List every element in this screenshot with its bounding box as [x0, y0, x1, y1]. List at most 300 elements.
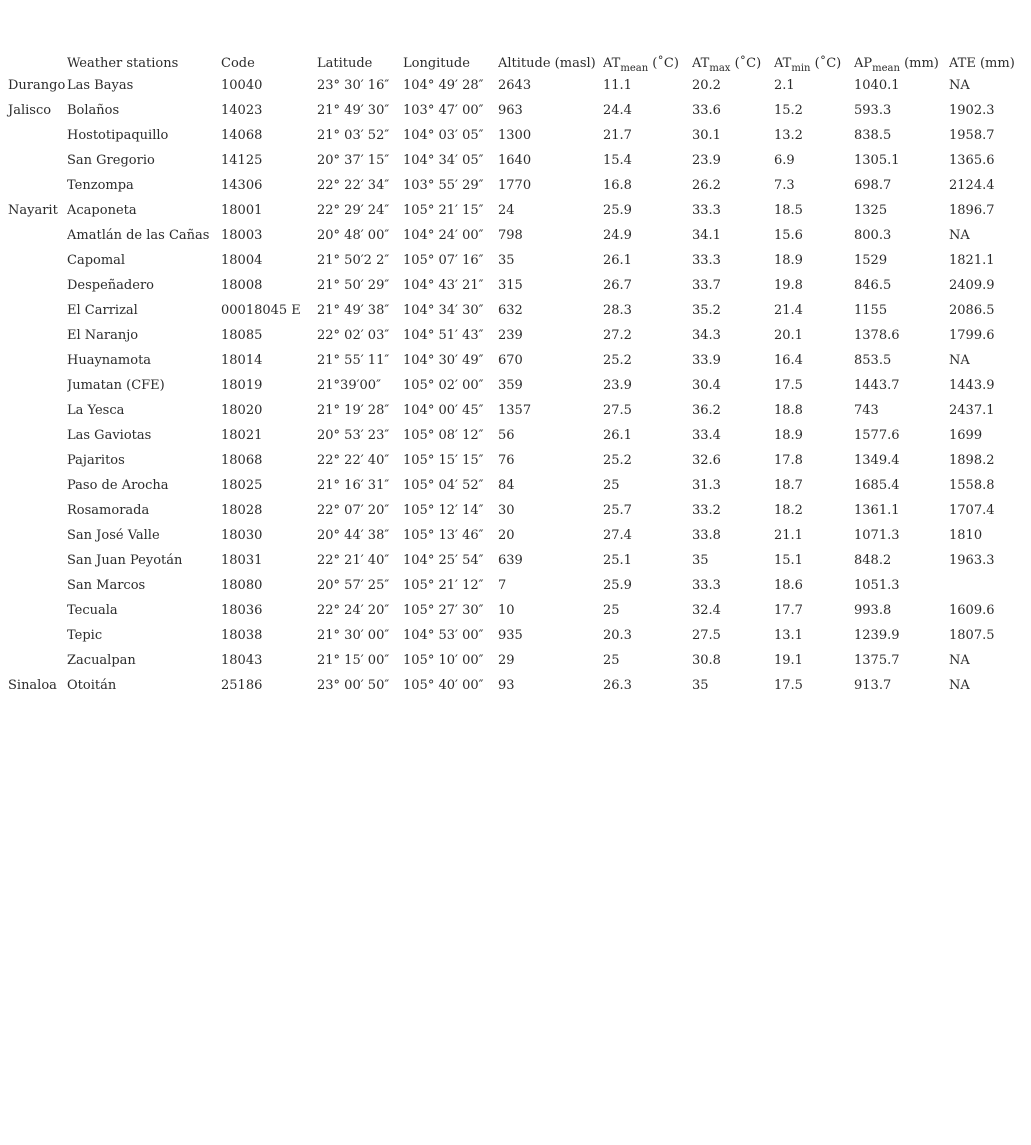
table-row — [0, 423, 1031, 448]
cell-state — [0, 248, 67, 273]
cell-altitude: 76 — [498, 453, 515, 468]
table-row — [0, 223, 1031, 248]
cell-at-min: 18.9 — [774, 428, 803, 443]
cell-at-mean: 25.9 — [603, 578, 632, 593]
cell-ate: NA — [949, 678, 970, 693]
cell-station: Despeñadero — [67, 278, 154, 293]
cell-ate: 1810 — [949, 528, 983, 543]
header-at-mean-base: AT — [603, 56, 621, 71]
cell-ap-mean: 848.2 — [854, 553, 892, 568]
header-at-max-sub: max — [709, 63, 731, 73]
cell-code: 25186 — [221, 678, 263, 693]
cell-at-min: 20.1 — [774, 328, 803, 343]
cell-ap-mean: 743 — [854, 403, 879, 418]
cell-longitude: 104° 24′ 00″ — [403, 228, 484, 243]
cell-latitude: 21° 50′2 2″ — [317, 253, 390, 268]
cell-ap-mean: 800.3 — [854, 228, 892, 243]
cell-ap-mean: 593.3 — [854, 103, 892, 118]
cell-ap-mean: 1325 — [854, 203, 888, 218]
cell-state — [0, 373, 67, 398]
cell-longitude: 105° 07′ 16″ — [403, 253, 484, 268]
table-row — [0, 373, 1031, 398]
cell-latitude: 20° 44′ 38″ — [317, 528, 390, 543]
cell-latitude: 21° 16′ 31″ — [317, 478, 390, 493]
cell-longitude: 104° 30′ 49″ — [403, 353, 484, 368]
cell-code: 14306 — [221, 178, 263, 193]
cell-at-mean: 25.7 — [603, 503, 632, 518]
table-row — [0, 173, 1031, 198]
cell-longitude: 105° 27′ 30″ — [403, 603, 484, 618]
cell-at-max: 33.3 — [692, 253, 721, 268]
header-ap-mean-sub: mean — [872, 63, 900, 73]
cell-at-max: 31.3 — [692, 478, 721, 493]
cell-ate: 1558.8 — [949, 478, 995, 493]
cell-longitude: 105° 40′ 00″ — [403, 678, 484, 693]
cell-longitude: 104° 34′ 30″ — [403, 303, 484, 318]
header-at-mean-sub: mean — [620, 63, 649, 73]
cell-ate: NA — [949, 78, 970, 93]
header-row — [0, 42, 1031, 73]
cell-altitude: 35 — [498, 253, 515, 268]
cell-at-max: 34.3 — [692, 328, 721, 343]
cell-longitude: 105° 15′ 15″ — [403, 453, 484, 468]
cell-ate: NA — [949, 228, 970, 243]
header-latitude: Latitude — [317, 56, 373, 71]
cell-longitude: 104° 34′ 05″ — [403, 153, 484, 168]
table-row — [0, 248, 1031, 273]
cell-state — [0, 498, 67, 523]
cell-at-max: 35 — [692, 553, 709, 568]
cell-ap-mean: 1305.1 — [854, 153, 900, 168]
cell-state — [0, 348, 67, 373]
cell-latitude: 21° 55′ 11″ — [317, 353, 390, 368]
cell-at-mean: 27.4 — [603, 528, 632, 543]
header-ate: ATE (mm) — [949, 56, 1015, 71]
cell-at-mean: 25 — [603, 653, 620, 668]
cell-latitude: 22° 07′ 20″ — [317, 503, 390, 518]
cell-code: 18025 — [221, 478, 263, 493]
header-state — [0, 42, 67, 73]
cell-at-min: 18.8 — [774, 403, 803, 418]
header-at-min-base: AT — [774, 56, 792, 71]
cell-latitude: 22° 24′ 20″ — [317, 603, 390, 618]
cell-code: 10040 — [221, 78, 263, 93]
cell-station: San José Valle — [67, 528, 160, 543]
cell-station: Amatlán de las Cañas — [67, 228, 210, 243]
cell-ate: 2409.9 — [949, 278, 995, 293]
cell-station: Las Gaviotas — [67, 428, 152, 443]
table-row — [0, 623, 1031, 648]
cell-longitude: 105° 04′ 52″ — [403, 478, 484, 493]
cell-ap-mean: 993.8 — [854, 603, 892, 618]
cell-at-max: 34.1 — [692, 228, 721, 243]
cell-station: La Yesca — [67, 403, 125, 418]
cell-altitude: 2643 — [498, 78, 532, 93]
cell-at-mean: 25.9 — [603, 203, 632, 218]
cell-station: Las Bayas — [67, 78, 134, 93]
table-row — [0, 648, 1031, 673]
cell-ap-mean: 1051.3 — [854, 578, 900, 593]
cell-station: El Naranjo — [67, 328, 139, 343]
cell-at-max: 35 — [692, 678, 709, 693]
header-at-mean-unit: (˚C) — [648, 56, 679, 71]
cell-ap-mean: 838.5 — [854, 128, 892, 143]
cell-code: 18008 — [221, 278, 263, 293]
cell-ate: 1807.5 — [949, 628, 995, 643]
table-row — [0, 198, 1031, 223]
cell-longitude: 105° 02′ 00″ — [403, 378, 484, 393]
cell-state — [0, 623, 67, 648]
cell-ate: 1609.6 — [949, 603, 995, 618]
cell-at-min: 15.6 — [774, 228, 803, 243]
cell-altitude: 7 — [498, 578, 507, 593]
cell-longitude: 103° 55′ 29″ — [403, 178, 484, 193]
cell-station: Otoitán — [67, 678, 117, 693]
cell-altitude: 639 — [498, 553, 523, 568]
cell-at-min: 18.5 — [774, 203, 803, 218]
cell-at-mean: 27.5 — [603, 403, 632, 418]
cell-ate: 1902.3 — [949, 103, 995, 118]
cell-ap-mean: 913.7 — [854, 678, 892, 693]
cell-code: 18068 — [221, 453, 263, 468]
cell-ate: NA — [949, 353, 970, 368]
cell-ap-mean: 1071.3 — [854, 528, 900, 543]
cell-ap-mean: 1239.9 — [854, 628, 900, 643]
cell-at-mean: 25.2 — [603, 353, 632, 368]
cell-at-max: 23.9 — [692, 153, 721, 168]
cell-ap-mean: 846.5 — [854, 278, 892, 293]
table-row — [0, 298, 1031, 323]
cell-ate: NA — [949, 653, 970, 668]
cell-state — [0, 473, 67, 498]
cell-station: San Marcos — [67, 578, 146, 593]
cell-state — [0, 148, 67, 173]
header-at-min — [774, 42, 854, 73]
cell-at-max: 32.4 — [692, 603, 721, 618]
cell-at-max: 30.8 — [692, 653, 721, 668]
cell-longitude: 104° 25′ 54″ — [403, 553, 484, 568]
cell-ate: 2437.1 — [949, 403, 995, 418]
cell-latitude: 22° 22′ 40″ — [317, 453, 390, 468]
cell-longitude: 104° 51′ 43″ — [403, 328, 484, 343]
cell-at-min: 18.7 — [774, 478, 803, 493]
cell-code: 18001 — [221, 203, 263, 218]
cell-at-max: 33.6 — [692, 103, 721, 118]
cell-at-max: 27.5 — [692, 628, 721, 643]
cell-ate: 1963.3 — [949, 553, 995, 568]
weather-stations-table-container — [0, 42, 1031, 698]
cell-ate: 1896.7 — [949, 203, 995, 218]
cell-altitude: 1300 — [498, 128, 532, 143]
cell-longitude: 104° 00′ 45″ — [403, 403, 484, 418]
cell-longitude: 105° 10′ 00″ — [403, 653, 484, 668]
cell-ap-mean: 1685.4 — [854, 478, 900, 493]
cell-altitude: 239 — [498, 328, 523, 343]
cell-altitude: 670 — [498, 353, 523, 368]
cell-code: 14068 — [221, 128, 263, 143]
cell-at-max: 33.9 — [692, 353, 721, 368]
cell-at-mean: 25.2 — [603, 453, 632, 468]
cell-code: 14125 — [221, 153, 263, 168]
table-row — [0, 598, 1031, 623]
cell-altitude: 1357 — [498, 403, 532, 418]
table-row — [0, 273, 1031, 298]
header-at-max — [692, 42, 774, 73]
cell-altitude: 30 — [498, 503, 515, 518]
table-header — [0, 42, 1031, 73]
cell-latitude: 21° 15′ 00″ — [317, 653, 390, 668]
cell-code: 18085 — [221, 328, 263, 343]
cell-ap-mean: 1155 — [854, 303, 888, 318]
cell-at-min: 17.5 — [774, 678, 803, 693]
table-row — [0, 548, 1031, 573]
cell-altitude: 10 — [498, 603, 515, 618]
cell-ate — [949, 573, 1031, 598]
cell-altitude: 359 — [498, 378, 523, 393]
cell-station: Paso de Arocha — [67, 478, 169, 493]
cell-ate: 1365.6 — [949, 153, 995, 168]
table-row — [0, 398, 1031, 423]
cell-altitude: 29 — [498, 653, 515, 668]
cell-ap-mean: 1529 — [854, 253, 888, 268]
table-row — [0, 73, 1031, 98]
cell-at-min: 13.2 — [774, 128, 803, 143]
cell-ap-mean: 1577.6 — [854, 428, 900, 443]
cell-at-mean: 20.3 — [603, 628, 632, 643]
cell-at-max: 33.3 — [692, 203, 721, 218]
cell-at-min: 16.4 — [774, 353, 803, 368]
header-at-max-unit: (˚C) — [730, 56, 762, 71]
cell-station: Huaynamota — [67, 353, 152, 368]
cell-station: El Carrizal — [67, 303, 138, 318]
cell-ap-mean: 1040.1 — [854, 78, 900, 93]
header-altitude: Altitude (masl) — [498, 56, 596, 71]
cell-station: Zacualpan — [67, 653, 136, 668]
cell-at-mean: 27.2 — [603, 328, 632, 343]
cell-latitude: 20° 48′ 00″ — [317, 228, 390, 243]
cell-altitude: 93 — [498, 678, 515, 693]
cell-code: 00018045 E — [221, 303, 301, 318]
cell-at-mean: 25 — [603, 603, 620, 618]
cell-ate: 2124.4 — [949, 178, 995, 193]
cell-at-mean: 28.3 — [603, 303, 632, 318]
cell-at-mean: 25.1 — [603, 553, 632, 568]
cell-altitude: 632 — [498, 303, 523, 318]
cell-longitude: 104° 53′ 00″ — [403, 628, 484, 643]
cell-code: 18038 — [221, 628, 263, 643]
cell-code: 18080 — [221, 578, 263, 593]
cell-at-mean: 26.7 — [603, 278, 632, 293]
cell-longitude: 105° 13′ 46″ — [403, 528, 484, 543]
table-row — [0, 123, 1031, 148]
cell-at-max: 33.2 — [692, 503, 721, 518]
cell-code: 18028 — [221, 503, 263, 518]
cell-at-min: 21.4 — [774, 303, 803, 318]
cell-latitude: 21° 50′ 29″ — [317, 278, 390, 293]
cell-at-min: 6.9 — [774, 153, 795, 168]
cell-altitude: 20 — [498, 528, 515, 543]
cell-code: 18043 — [221, 653, 263, 668]
table-row — [0, 573, 1031, 598]
cell-code: 18031 — [221, 553, 263, 568]
table-row — [0, 473, 1031, 498]
cell-at-mean: 26.3 — [603, 678, 632, 693]
cell-station: Hostotipaquillo — [67, 128, 169, 143]
cell-ate: 1799.6 — [949, 328, 995, 343]
cell-station: Acaponeta — [67, 203, 137, 218]
cell-altitude: 1640 — [498, 153, 532, 168]
cell-station: Tepic — [67, 628, 103, 643]
cell-at-max: 33.3 — [692, 578, 721, 593]
cell-at-mean: 25 — [603, 478, 620, 493]
header-ap-mean-unit: (mm) — [899, 56, 939, 71]
cell-code: 18036 — [221, 603, 263, 618]
cell-state — [0, 223, 67, 248]
cell-code: 18004 — [221, 253, 263, 268]
cell-latitude: 23° 30′ 16″ — [317, 78, 390, 93]
cell-ap-mean: 1378.6 — [854, 328, 900, 343]
cell-station: San Juan Peyotán — [67, 553, 183, 568]
cell-altitude: 935 — [498, 628, 523, 643]
cell-state — [0, 423, 67, 448]
cell-ate: 1699 — [949, 428, 983, 443]
cell-at-mean: 24.9 — [603, 228, 632, 243]
cell-latitude: 21° 19′ 28″ — [317, 403, 390, 418]
cell-at-min: 7.3 — [774, 178, 795, 193]
cell-ate: 1707.4 — [949, 503, 995, 518]
cell-state — [0, 573, 67, 598]
cell-at-max: 33.8 — [692, 528, 721, 543]
cell-station: Bolaños — [67, 103, 120, 118]
header-at-min-unit: (˚C) — [810, 56, 842, 71]
table-row — [0, 498, 1031, 523]
table-row — [0, 348, 1031, 373]
cell-at-min: 17.7 — [774, 603, 803, 618]
cell-latitude: 22° 02′ 03″ — [317, 328, 390, 343]
cell-ap-mean: 698.7 — [854, 178, 892, 193]
cell-longitude: 105° 21′ 12″ — [403, 578, 484, 593]
cell-code: 18020 — [221, 403, 263, 418]
cell-at-min: 18.9 — [774, 253, 803, 268]
cell-at-min: 19.8 — [774, 278, 803, 293]
cell-longitude: 103° 47′ 00″ — [403, 103, 484, 118]
cell-at-mean: 26.1 — [603, 428, 632, 443]
cell-at-max: 32.6 — [692, 453, 721, 468]
header-ap-mean — [854, 42, 949, 73]
cell-latitude: 20° 37′ 15″ — [317, 153, 390, 168]
cell-at-mean: 21.7 — [603, 128, 632, 143]
cell-at-max: 33.7 — [692, 278, 721, 293]
cell-altitude: 315 — [498, 278, 523, 293]
header-at-mean — [603, 42, 692, 73]
cell-station: Jumatan (CFE) — [67, 378, 165, 393]
cell-ate: 2086.5 — [949, 303, 995, 318]
table-row — [0, 98, 1031, 123]
cell-longitude: 105° 21′ 15″ — [403, 203, 484, 218]
header-code: Code — [221, 56, 255, 71]
cell-at-min: 15.2 — [774, 103, 803, 118]
cell-code: 18021 — [221, 428, 263, 443]
cell-latitude: 21°39′00″ — [317, 378, 381, 393]
cell-ate: 1443.9 — [949, 378, 995, 393]
cell-at-max: 26.2 — [692, 178, 721, 193]
cell-ate: 1958.7 — [949, 128, 995, 143]
cell-state — [0, 173, 67, 198]
cell-latitude: 22° 22′ 34″ — [317, 178, 390, 193]
cell-at-min: 21.1 — [774, 528, 803, 543]
cell-ap-mean: 1375.7 — [854, 653, 900, 668]
cell-latitude: 21° 49′ 30″ — [317, 103, 390, 118]
header-at-max-base: AT — [692, 56, 710, 71]
table-row — [0, 448, 1031, 473]
header-longitude: Longitude — [403, 56, 470, 71]
cell-longitude: 105° 12′ 14″ — [403, 503, 484, 518]
cell-code: 18019 — [221, 378, 263, 393]
cell-at-mean: 15.4 — [603, 153, 632, 168]
cell-state — [0, 648, 67, 673]
cell-code: 18014 — [221, 353, 263, 368]
cell-code: 18003 — [221, 228, 263, 243]
cell-at-mean: 11.1 — [603, 78, 632, 93]
table-row — [0, 323, 1031, 348]
cell-altitude: 963 — [498, 103, 523, 118]
table-row — [0, 673, 1031, 698]
cell-state — [0, 548, 67, 573]
cell-latitude: 21° 03′ 52″ — [317, 128, 390, 143]
cell-station: Capomal — [67, 253, 126, 268]
cell-at-min: 19.1 — [774, 653, 803, 668]
cell-ap-mean: 1361.1 — [854, 503, 900, 518]
cell-altitude: 24 — [498, 203, 515, 218]
cell-at-min: 18.2 — [774, 503, 803, 518]
cell-state: Nayarit — [8, 203, 58, 218]
table-row — [0, 523, 1031, 548]
cell-latitude: 21° 49′ 38″ — [317, 303, 390, 318]
cell-ap-mean: 853.5 — [854, 353, 892, 368]
cell-altitude: 1770 — [498, 178, 532, 193]
cell-at-max: 35.2 — [692, 303, 721, 318]
cell-state — [0, 298, 67, 323]
cell-at-mean: 24.4 — [603, 103, 632, 118]
header-ap-mean-base: AP — [854, 56, 873, 71]
weather-stations-table — [0, 42, 1031, 698]
table-body — [0, 73, 1031, 698]
header-at-min-sub: min — [791, 63, 811, 73]
cell-state: Durango — [8, 78, 66, 93]
cell-latitude: 20° 53′ 23″ — [317, 428, 390, 443]
cell-altitude: 56 — [498, 428, 515, 443]
cell-at-min: 2.1 — [774, 78, 795, 93]
cell-ap-mean: 1443.7 — [854, 378, 900, 393]
cell-longitude: 104° 03′ 05″ — [403, 128, 484, 143]
cell-longitude: 105° 08′ 12″ — [403, 428, 484, 443]
cell-station: Rosamorada — [67, 503, 150, 518]
cell-altitude: 798 — [498, 228, 523, 243]
cell-state — [0, 598, 67, 623]
cell-state — [0, 398, 67, 423]
cell-latitude: 21° 30′ 00″ — [317, 628, 390, 643]
cell-latitude: 22° 29′ 24″ — [317, 203, 390, 218]
cell-station: San Gregorio — [67, 153, 155, 168]
cell-ap-mean: 1349.4 — [854, 453, 900, 468]
cell-longitude: 104° 43′ 21″ — [403, 278, 484, 293]
cell-at-mean: 16.8 — [603, 178, 632, 193]
cell-state: Sinaloa — [8, 678, 57, 693]
header-weather-stations: Weather stations — [67, 56, 179, 71]
cell-code: 18030 — [221, 528, 263, 543]
cell-at-min: 17.5 — [774, 378, 803, 393]
cell-at-min: 13.1 — [774, 628, 803, 643]
